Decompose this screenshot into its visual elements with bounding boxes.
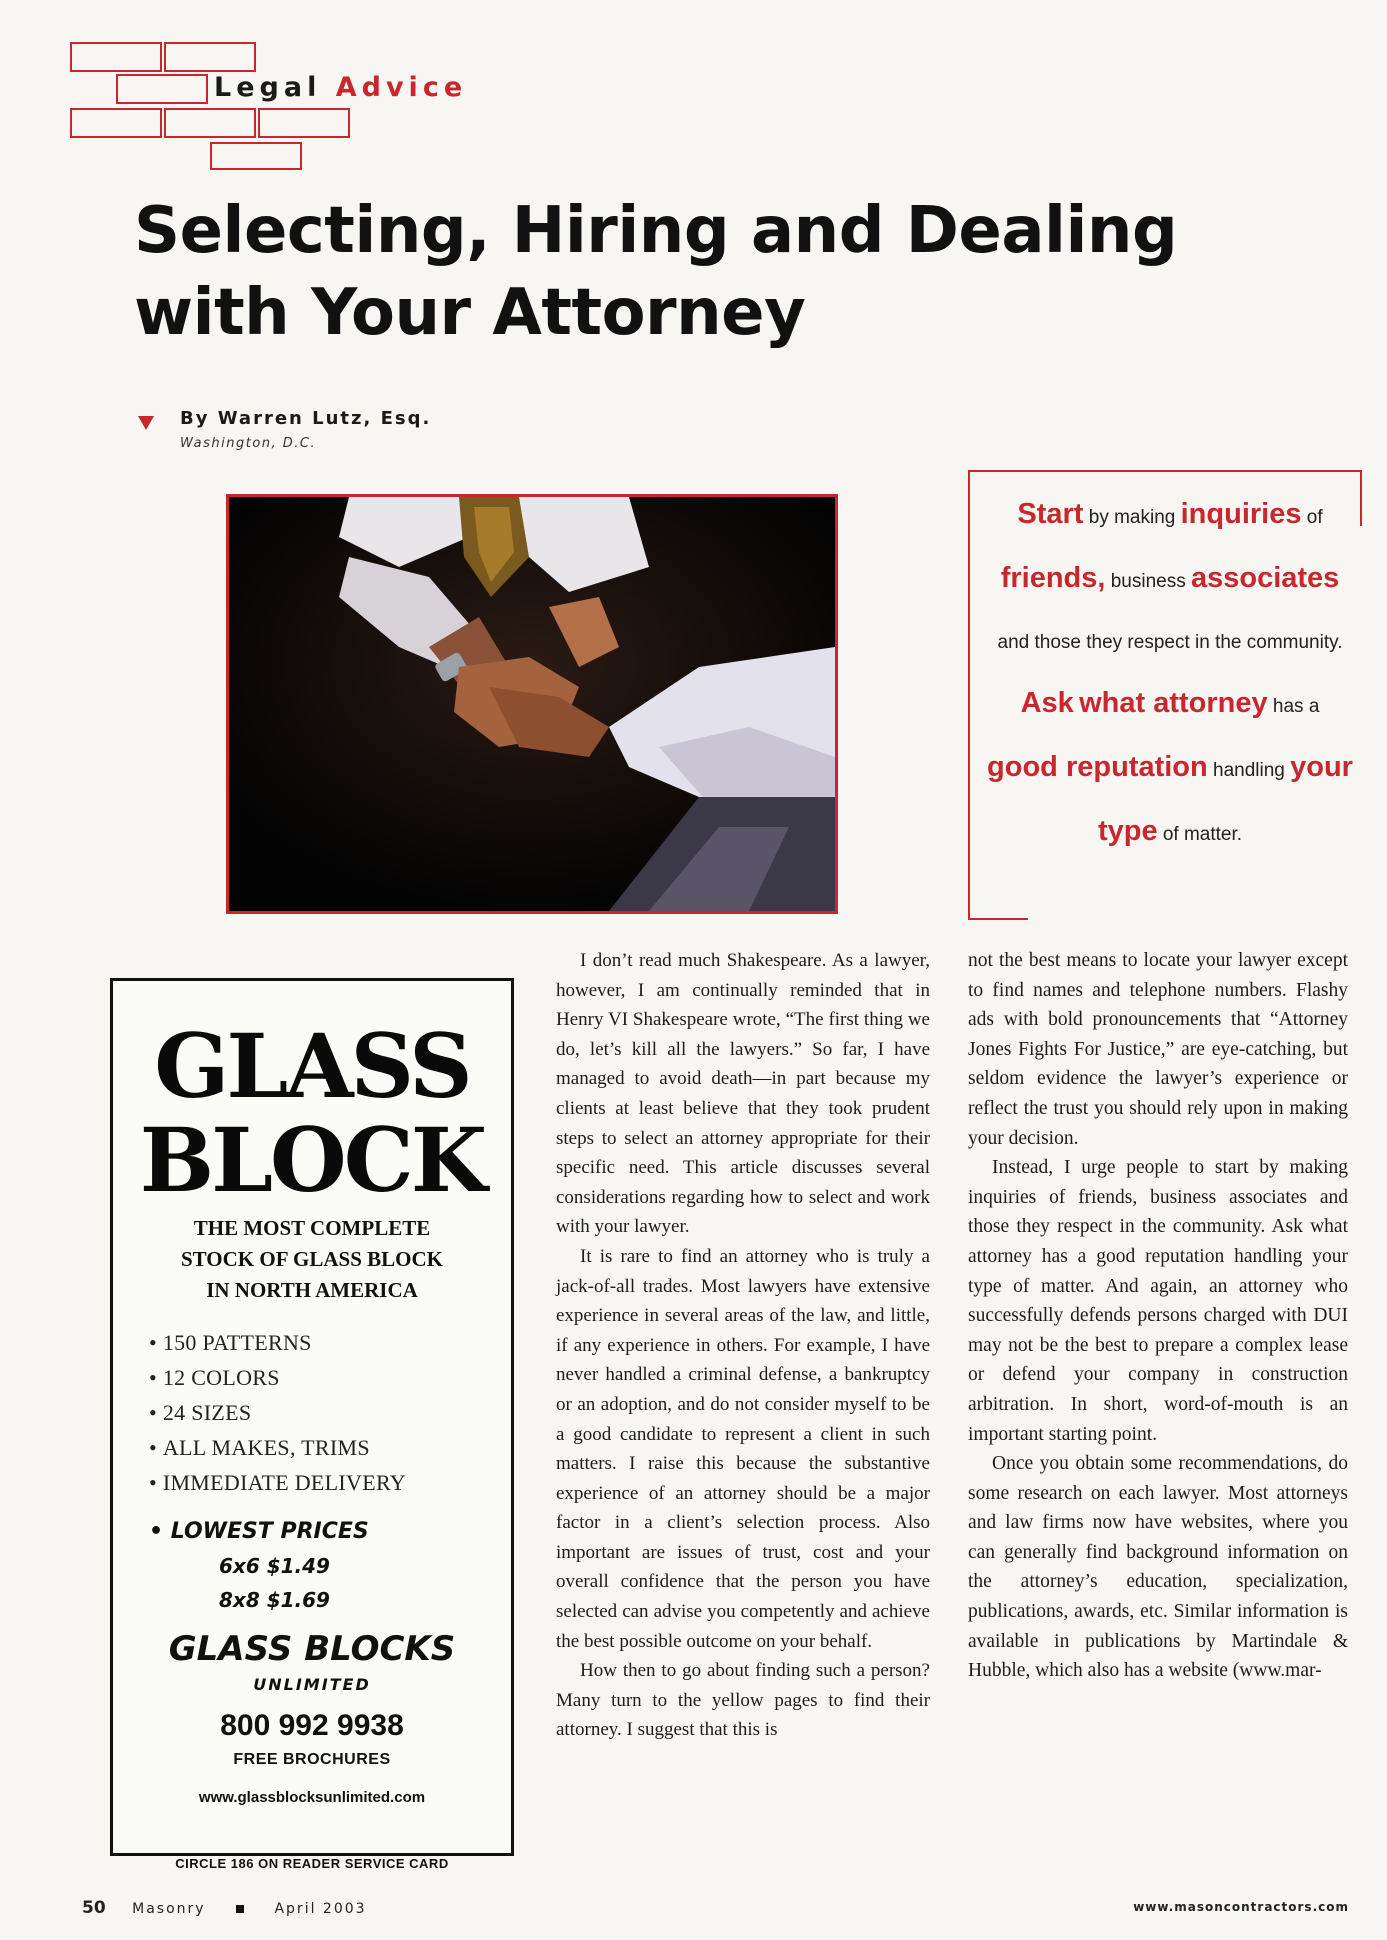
pullquote-text: handling bbox=[1207, 760, 1291, 781]
author-byline: By Warren Lutz, Esq. bbox=[180, 408, 432, 429]
ad-tagline-line3: IN NORTH AMERICA bbox=[206, 1278, 418, 1302]
article-paragraph: not the best means to locate your lawyer except to find names and telephone numbers. Flashy ads with bold pronouncements that “Attorney Jones Fights For Justice,” are eye-catching, but seldom evidence the lawyer’s experience or reflect the trust you should rely upon in making your decision. bbox=[968, 950, 1348, 1149]
pullquote-highlight: inquiries bbox=[1180, 498, 1302, 530]
article-column-2 bbox=[968, 946, 1348, 1686]
pullquote-text: has a bbox=[1267, 696, 1320, 717]
pullquote-highlight: Ask bbox=[1020, 687, 1074, 719]
pullquote bbox=[985, 484, 1355, 865]
brick bbox=[70, 108, 162, 138]
ad-tagline bbox=[113, 1213, 511, 1306]
pullquote-highlight: what attorney bbox=[1079, 687, 1268, 719]
pullquote-frame-top bbox=[970, 470, 1362, 472]
handshake-illustration bbox=[229, 497, 835, 911]
ad-title-line2: BLOCK bbox=[139, 1108, 485, 1212]
pullquote-highlight: associates bbox=[1190, 562, 1340, 594]
article-paragraph: I don’t read much Shakespeare. As a lawyer, however, I am continually reminded that in Henry VI Shakespeare wrote, “The first thing we do, let’s kill all the lawyers.” So far, I have managed to avoid death—in part because my clients at least believe that they took prudent steps to select an attorney appropriate for their specific need. This article discusses several considerations regarding how to select and work with your lawyer. bbox=[556, 950, 930, 1238]
article-paragraph: It is rare to find an attorney who is truly a jack-of-all trades. Most lawyers have extensive experience in several areas of the law, and little, if any experience in others. For example, I have never handled a criminal defense, a bankruptcy or an adoption, and do not consider myself to be a good candidate to represent a client in such matters. I raise this because the substantive experience of an attorney should be a major factor in a client’s selection process. Also important are issues of trust, cost and your overall confidence that the person you have selected can advise you competently and achieve the best possible outcome on your behalf. bbox=[556, 1245, 930, 1652]
author-location: Washington, D.C. bbox=[180, 436, 317, 451]
brick bbox=[164, 108, 256, 138]
article-headline: Selecting, Hiring and Dealing with Your Attorney bbox=[134, 194, 1178, 350]
ad-feature: • ALL MAKES, TRIMS bbox=[149, 1430, 499, 1465]
pullquote-highlight: good reputation bbox=[987, 751, 1208, 783]
ad-brochures: FREE BROCHURES bbox=[233, 1751, 391, 1768]
pullquote-text: business bbox=[1105, 571, 1191, 592]
ad-feature: • 24 SIZES bbox=[149, 1395, 499, 1430]
footer-website[interactable]: www.masoncontractors.com bbox=[1133, 1900, 1349, 1914]
pullquote-frame-right bbox=[1360, 470, 1362, 526]
pullquote-frame-bottom bbox=[968, 918, 1028, 920]
section-label-word2: Advice bbox=[335, 72, 468, 103]
brick bbox=[258, 108, 350, 138]
brick bbox=[164, 42, 256, 72]
price-item: 6x6 $1.49 bbox=[219, 1554, 330, 1578]
ad-feature: • 12 COLORS bbox=[149, 1360, 499, 1395]
issue-date: April 2003 bbox=[274, 1901, 367, 1917]
glass-block-ad bbox=[110, 978, 514, 1856]
pullquote-text: and those they respect in the community. bbox=[997, 632, 1343, 653]
ad-title-line1: GLASS bbox=[154, 1014, 470, 1118]
ad-title bbox=[113, 1014, 511, 1212]
pullquote-frame-left bbox=[968, 470, 970, 920]
pullquote-text: of matter. bbox=[1157, 824, 1243, 845]
pullquote-highlight: your type bbox=[1097, 751, 1353, 847]
magazine-name: Masonry bbox=[132, 1901, 206, 1917]
handshake-photo bbox=[226, 494, 838, 914]
article-column-1 bbox=[556, 946, 930, 1745]
pullquote-text: of bbox=[1301, 507, 1323, 528]
ad-feature-list bbox=[149, 1325, 499, 1500]
ad-phone: 800 992 9938 bbox=[220, 1709, 404, 1742]
section-label bbox=[214, 72, 467, 103]
triangle-bullet-icon bbox=[138, 416, 154, 430]
price-item: 8x8 $1.69 bbox=[219, 1588, 330, 1612]
ad-website-link[interactable]: www.glassblocksunlimited.com bbox=[198, 1789, 426, 1806]
article-paragraph: Instead, I urge people to start by making inquiries of friends, business associates and those they respect in the community. Ask what attorney has a good reputation handling your type of matter. And again, an attorney who successfully defends persons charged with DUI may not be the best to prepare a complex lease or defend your company in construction arbitration. In short, word-of-mouth is an important starting point. bbox=[968, 1157, 1348, 1445]
section-label-word1: Legal bbox=[214, 72, 322, 103]
pullquote-text: by making bbox=[1083, 507, 1181, 528]
article-paragraph: Once you obtain some recommendations, do some research on each lawyer. Most attorneys and law firms now have websites, where you can generally find background information on the attorney’s education, specialization, publications, awards, etc. Similar information is available in publications by Martindale & Hubble, which also has a website (www.mar- bbox=[968, 1453, 1348, 1682]
pullquote-highlight: friends, bbox=[1000, 562, 1106, 594]
lowest-prices-label: • LOWEST PRICES bbox=[149, 1515, 499, 1549]
brick bbox=[70, 42, 162, 72]
ad-tagline-line1: THE MOST COMPLETE bbox=[193, 1216, 431, 1240]
page-footer bbox=[82, 1898, 367, 1918]
reader-service-note: CIRCLE 186 ON READER SERVICE CARD bbox=[175, 1856, 449, 1871]
brick bbox=[210, 142, 302, 170]
article-paragraph: How then to go about finding such a person? Many turn to the yellow pages to find their attorney. I suggest that this is bbox=[556, 1660, 930, 1741]
page-number: 50 bbox=[82, 1898, 106, 1918]
ad-prices bbox=[149, 1515, 499, 1617]
square-separator-icon bbox=[236, 1905, 244, 1913]
ad-company-name: GLASS BLOCKS bbox=[168, 1629, 456, 1669]
ad-feature: • IMMEDIATE DELIVERY bbox=[149, 1465, 499, 1500]
ad-feature: • 150 PATTERNS bbox=[149, 1325, 499, 1360]
brick bbox=[116, 74, 208, 104]
pullquote-highlight: Start bbox=[1017, 498, 1084, 530]
ad-tagline-line2: STOCK OF GLASS BLOCK bbox=[181, 1247, 443, 1271]
ad-company-sub: UNLIMITED bbox=[253, 1675, 371, 1694]
